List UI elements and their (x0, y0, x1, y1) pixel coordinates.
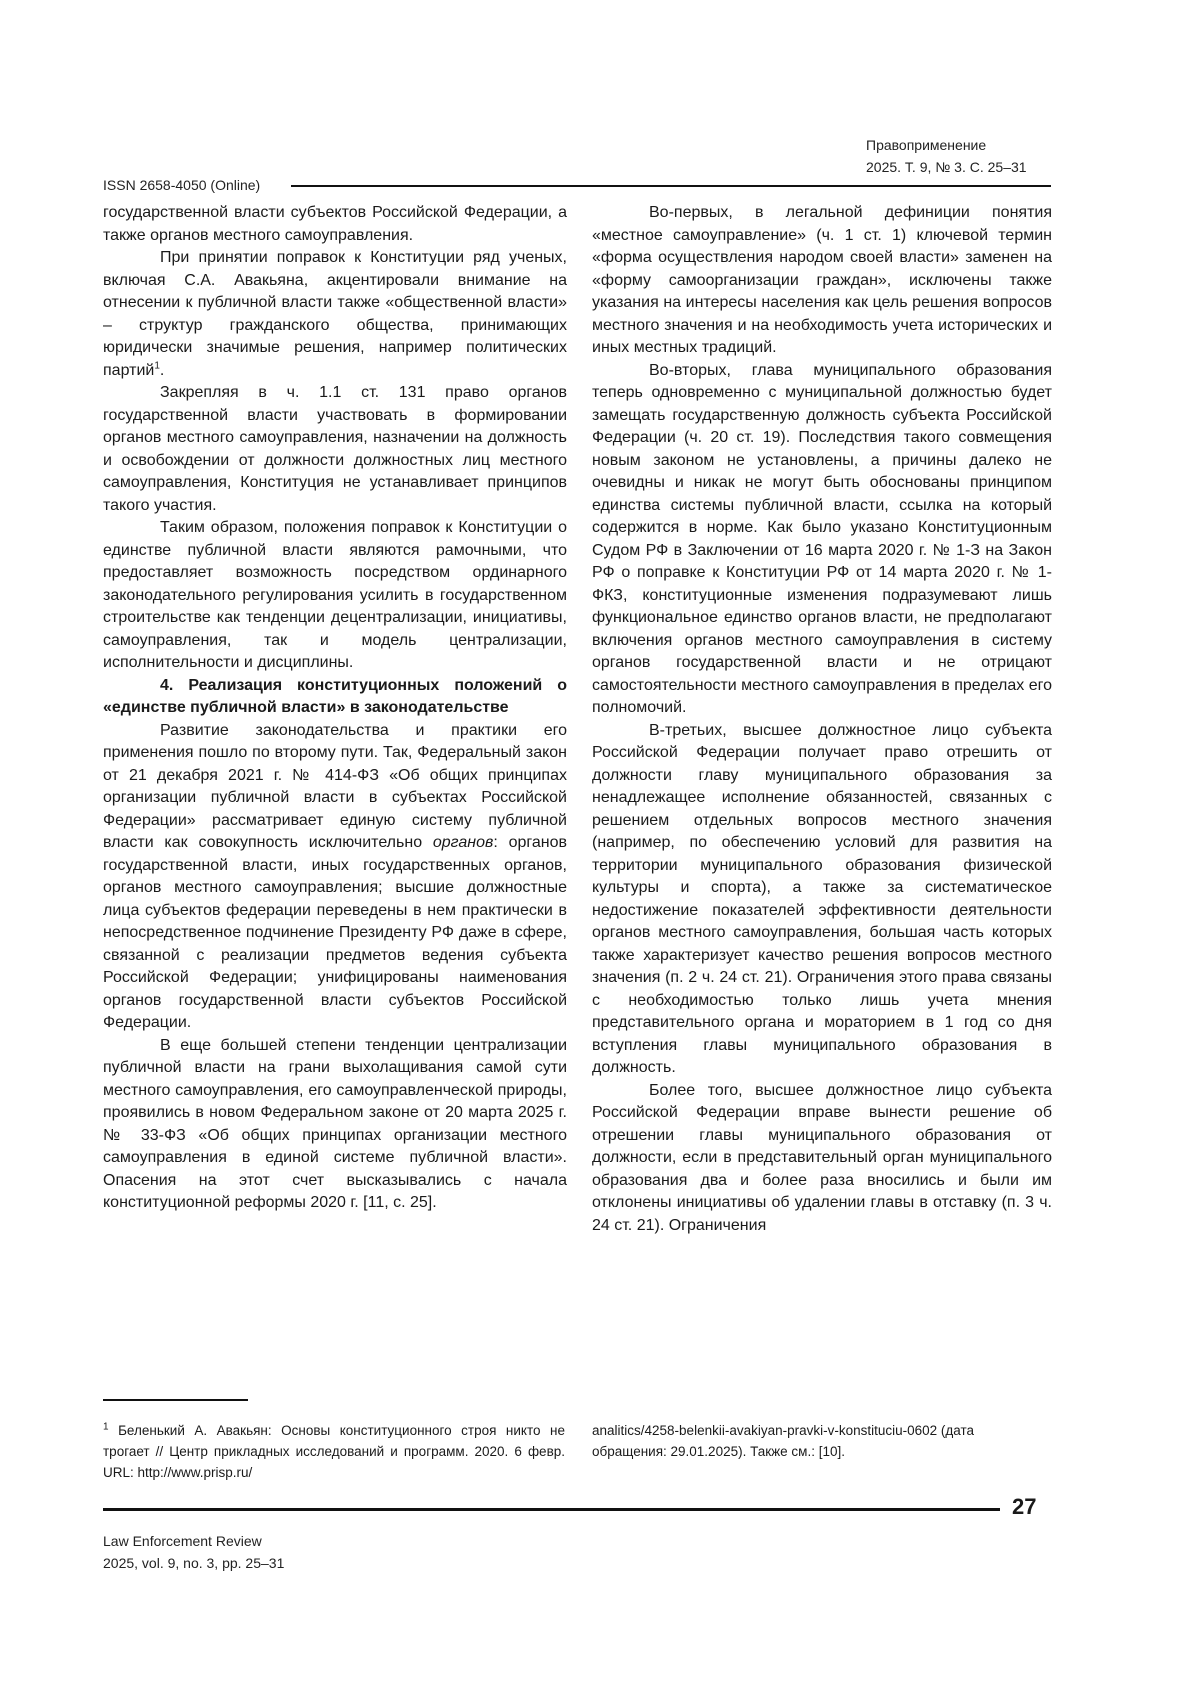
footer-divider (103, 1508, 1000, 1511)
paragraph: Таким образом, положения поправок к Конституции о единстве публичной власти являются рамочными, что предоставляет возможность посредством ординарного законодательного регулирования усилить в государственном строительстве как тенденции децентрализации, инициативы, самоуправления, так и модель централизации, исполнительности и дисциплины. (103, 519, 567, 671)
issue-info-ru: 2025. Т. 9, № 3. С. 25–31 (866, 159, 1027, 175)
paragraph-text: При принятии поправок к Конституции ряд ученых, включая С.А. Авакьяна, акцентировали внимание на отнесении к публичной власти также «общественной власти» – структур гражданского общества, принимающих юридически значимые решения, например политических партий (103, 249, 567, 379)
paragraph: В еще большей степени тенденции централизации публичной власти на грани выхолащивания самой сути местного самоуправления, его самоуправленческой природы, проявились в новом Федеральном законе от 20 марта 2025 г. № 33-ФЗ «Об общих принципах организации местного самоуправления в единой системе публичной власти». Опасения на этот счет высказывались с начала конституционной реформы 2020 г. [11, с. 25]. (103, 1036, 567, 1211)
footnote-divider (103, 1399, 248, 1401)
paragraph (103, 720, 567, 1035)
paragraph-text: : органов государственной власти, иных государственных органов, органов местного самоуправления; высшие должностные лица субъектов федерации переведены в нем практически в непосредственное подчинение Президенту РФ даже в сфере, связанной с реализации предметов ведения субъекта Российской Федерации; унифицированы наименования органов государственной власти субъектов Российской Федерации. (103, 834, 567, 1031)
journal-title-ru: Правоприменение (866, 137, 987, 153)
journal-footer-en (103, 1530, 284, 1574)
journal-title-en: Law Enforcement Review (103, 1533, 262, 1549)
paragraph-text: Развитие законодательства и практики его применения пошло по второму пути. Так, Федеральный закон от 21 декабря 2021 г. № 414-ФЗ «Об общих принципах организации публичной власти в субъектах Российской Федерации» рассматривает единую систему публичной власти как совокупность исключительно (103, 721, 567, 851)
page-number: 27 (1012, 1494, 1037, 1519)
paragraph: Закрепляя в ч. 1.1 ст. 131 право органов государственной власти участвовать в формировании органов местного самоуправления, назначении на должность и освобождении от должности должностных лиц местного самоуправления, Конституция не устанавливает принципов такого участия. (103, 384, 567, 514)
emphasis: органов (432, 834, 494, 851)
footnote-mark: 1 (103, 1421, 109, 1433)
paragraph: Во-вторых, глава муниципального образования теперь одновременно с муниципальной должностью будет замещать государственную должность субъекта Российской Федерации (ч. 20 ст. 19). Последствия такого совмещения новым законом не установлены, а причины далеко не очевидны и никак не могут быть обоснованы принципом единства системы публичной власти, ссылка на который содержится в норме. Как было указано Конституционным Судом РФ в Заключении от 16 марта 2020 г. № 1-З на Закон РФ о поправке к Конституции РФ от 14 марта 2020 г. № 1-ФКЗ, конституционные изменения подразумевают лишь функциональное единство органов власти, не предполагают включения органов местного самоуправления в систему органов государственной власти и не отрицают самостоятельности местного самоуправления в пределах его полномочий. (592, 361, 1052, 716)
journal-header-ru (866, 134, 1027, 178)
paragraph: Во-первых, в легальной дефиниции понятия «местное самоуправление» (ч. 1 ст. 1) ключевой термин «форма осуществления народом своей власти» заменен на «форму самоорганизации граждан», исключены также указания на интересы населения как цель решения вопросов местного значения и на необходимость учета исторических и иных местных традиций. (592, 204, 1052, 356)
header-divider (291, 185, 1051, 187)
section-heading: 4. Реализация конституционных положений о «единстве публичной власти» в законодательстве (103, 676, 567, 716)
footnote-text: Беленький А. Авакьян: Основы конституционного строя никто не трогает // Центр прикладных исследований и программ. 2020. 6 февр. URL: http://www.prisp.ru/ (103, 1423, 565, 1480)
paragraph: В-третьих, высшее должностное лицо субъекта Российской Федерации получает право отрешить от должности главу муниципального образования за ненадлежащее исполнение обязанностей, связанных с решением отдельных вопросов местного значения (например, по обеспечению условий для развития на территории муниципального образования физической культуры и спорта), а также за систематическое недостижение показателей эффективности деятельности органов местного самоуправления, большая часть которых также характеризует качество решения вопросов местного значения (п. 2 ч. 24 ст. 21). Ограничения этого права связаны с необходимостью только лишь учета мнения представительного органа и мораторием в 1 год со дня вступления главы муниципального образования в должность. (592, 721, 1052, 1076)
footnote-left (103, 1420, 565, 1483)
paragraph (103, 247, 567, 382)
footnote-ref[interactable]: 1 (154, 360, 160, 372)
right-column (592, 202, 1052, 1237)
footnote-right: analitics/4258-belenkii-avakiyan-pravki-v-konstituciu-0602 (дата обращения: 29.01.2025). Также см.: [10]. (592, 1423, 975, 1459)
issn-label: ISSN 2658-4050 (Online) (103, 177, 261, 193)
left-column (103, 202, 567, 1215)
paragraph: государственной власти субъектов Российской Федерации, а также органов местного самоуправления. (103, 204, 567, 244)
paragraph: Более того, высшее должностное лицо субъекта Российской Федерации вправе вынести решение об отрешении главы муниципального образования от должности, если в представительный орган муниципального образования два и более раза вносились и были им отклонены инициативы об удалении главы в отставку (п. 3 ч. 24 ст. 21). Ограничения (592, 1081, 1052, 1234)
paragraph-text: . (159, 361, 165, 379)
issue-info-en: 2025, vol. 9, no. 3, pp. 25–31 (103, 1555, 285, 1571)
